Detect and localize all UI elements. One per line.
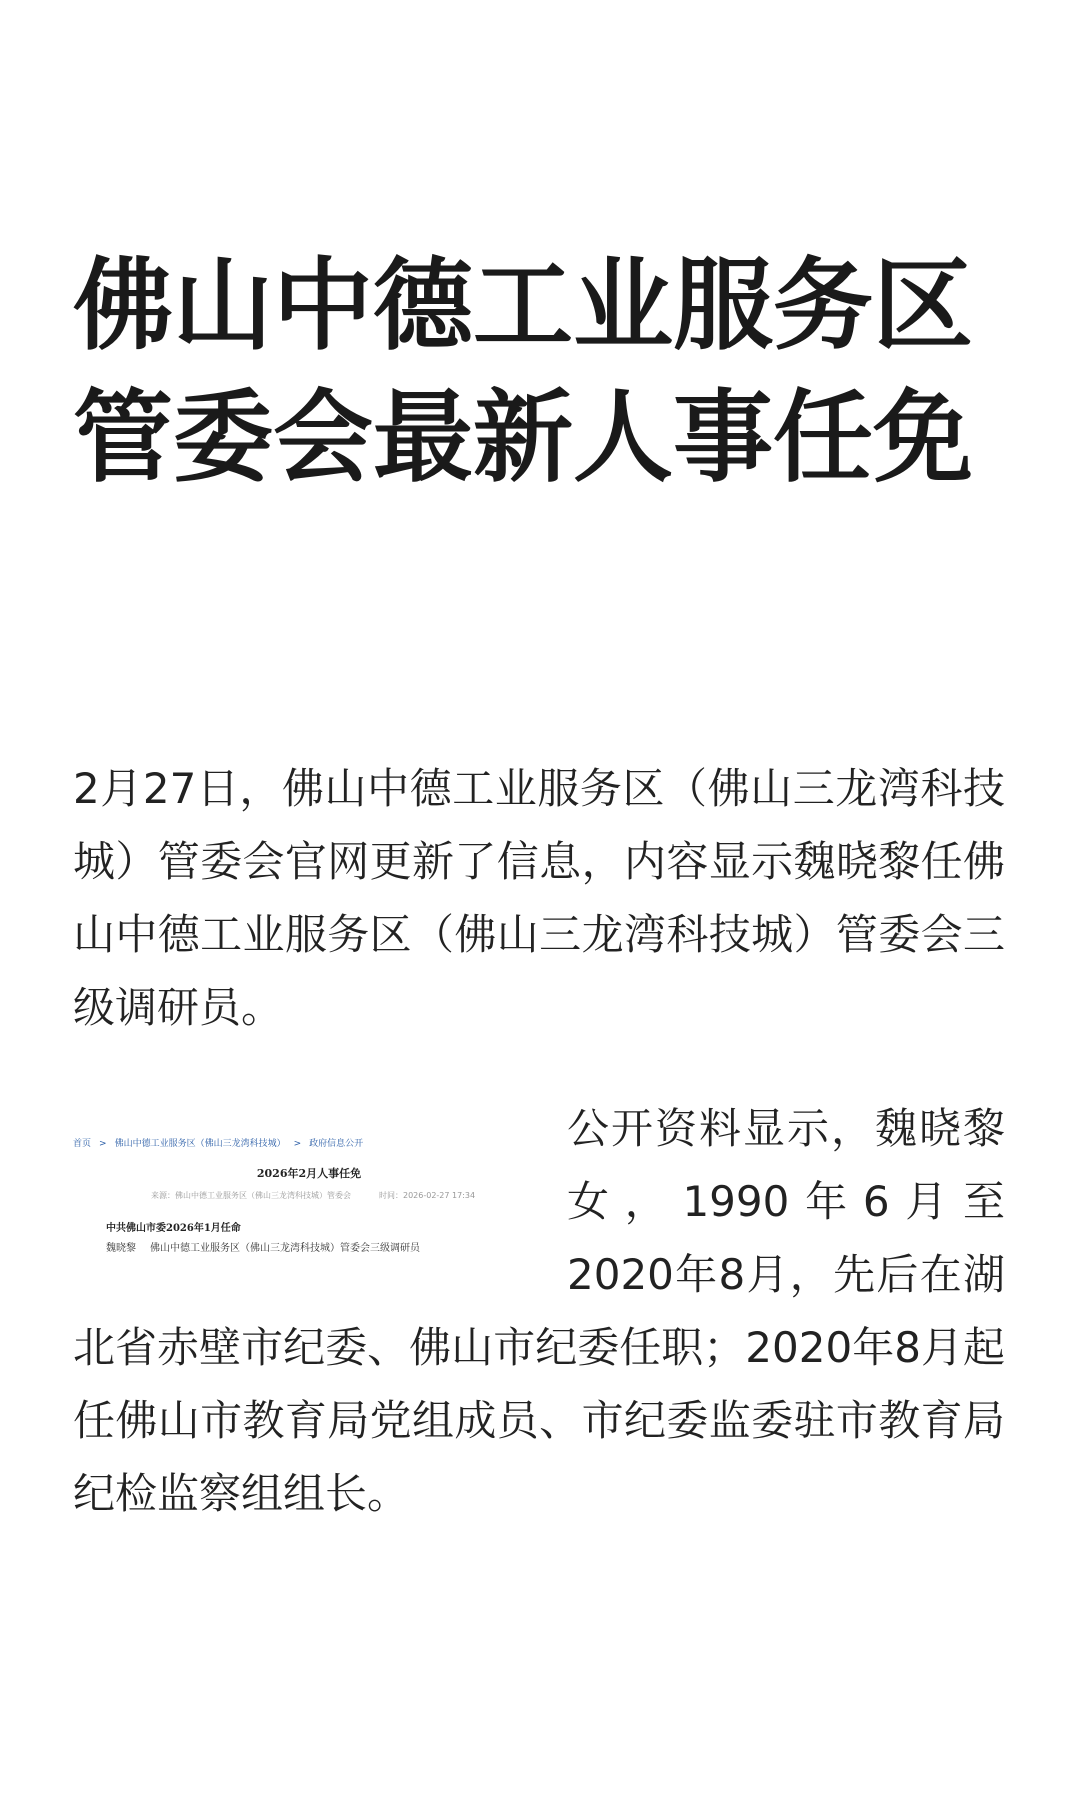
breadcrumb-separator: > [293, 1139, 302, 1149]
breadcrumb-section: 政府信息公开 [309, 1139, 364, 1149]
section-heading: 中共佛山市委2026年1月任命 [106, 1223, 241, 1234]
time: 时间：2026-02-27 17:34 [379, 1191, 476, 1200]
appointee-position: 佛山中德工业服务区（佛山三龙湾科技城）管委会三级调研员 [150, 1243, 420, 1254]
source: 来源：佛山中德工业服务区（佛山三龙湾科技城）管委会 [151, 1191, 351, 1200]
screenshot-title: 2026年2月人事任免 [256, 1167, 362, 1180]
breadcrumb-site: 佛山中德工业服务区（佛山三龙湾科技城） [114, 1139, 286, 1149]
paragraph-with-image [73, 1092, 1005, 1530]
embedded-screenshot [73, 1092, 545, 1302]
appointee-name: 魏晓黎 [106, 1243, 136, 1254]
paragraph: 2月27日，佛山中德工业服务区（佛山三龙湾科技城）管委会官网更新了信息，内容显示魏晓黎任佛山中德工业服务区（佛山三龙湾科技城）管委会三级调研员。 [73, 764, 1005, 1032]
paragraph-text: 公开资料显示，魏晓黎女，1990年6月至2020年8月，先后在湖北省赤壁市纪委、佛山市纪委任职；2020年8月起任佛山市教育局党组成员、市纪委监委驻市教育局纪检监察组组长。 [73, 1104, 1005, 1518]
article-title: 佛山中德工业服务区管委会最新人事任免 [73, 247, 973, 496]
breadcrumb-home: 首页 [73, 1139, 92, 1149]
appointment-row [106, 1212, 420, 1285]
breadcrumb-separator: > [99, 1139, 107, 1149]
